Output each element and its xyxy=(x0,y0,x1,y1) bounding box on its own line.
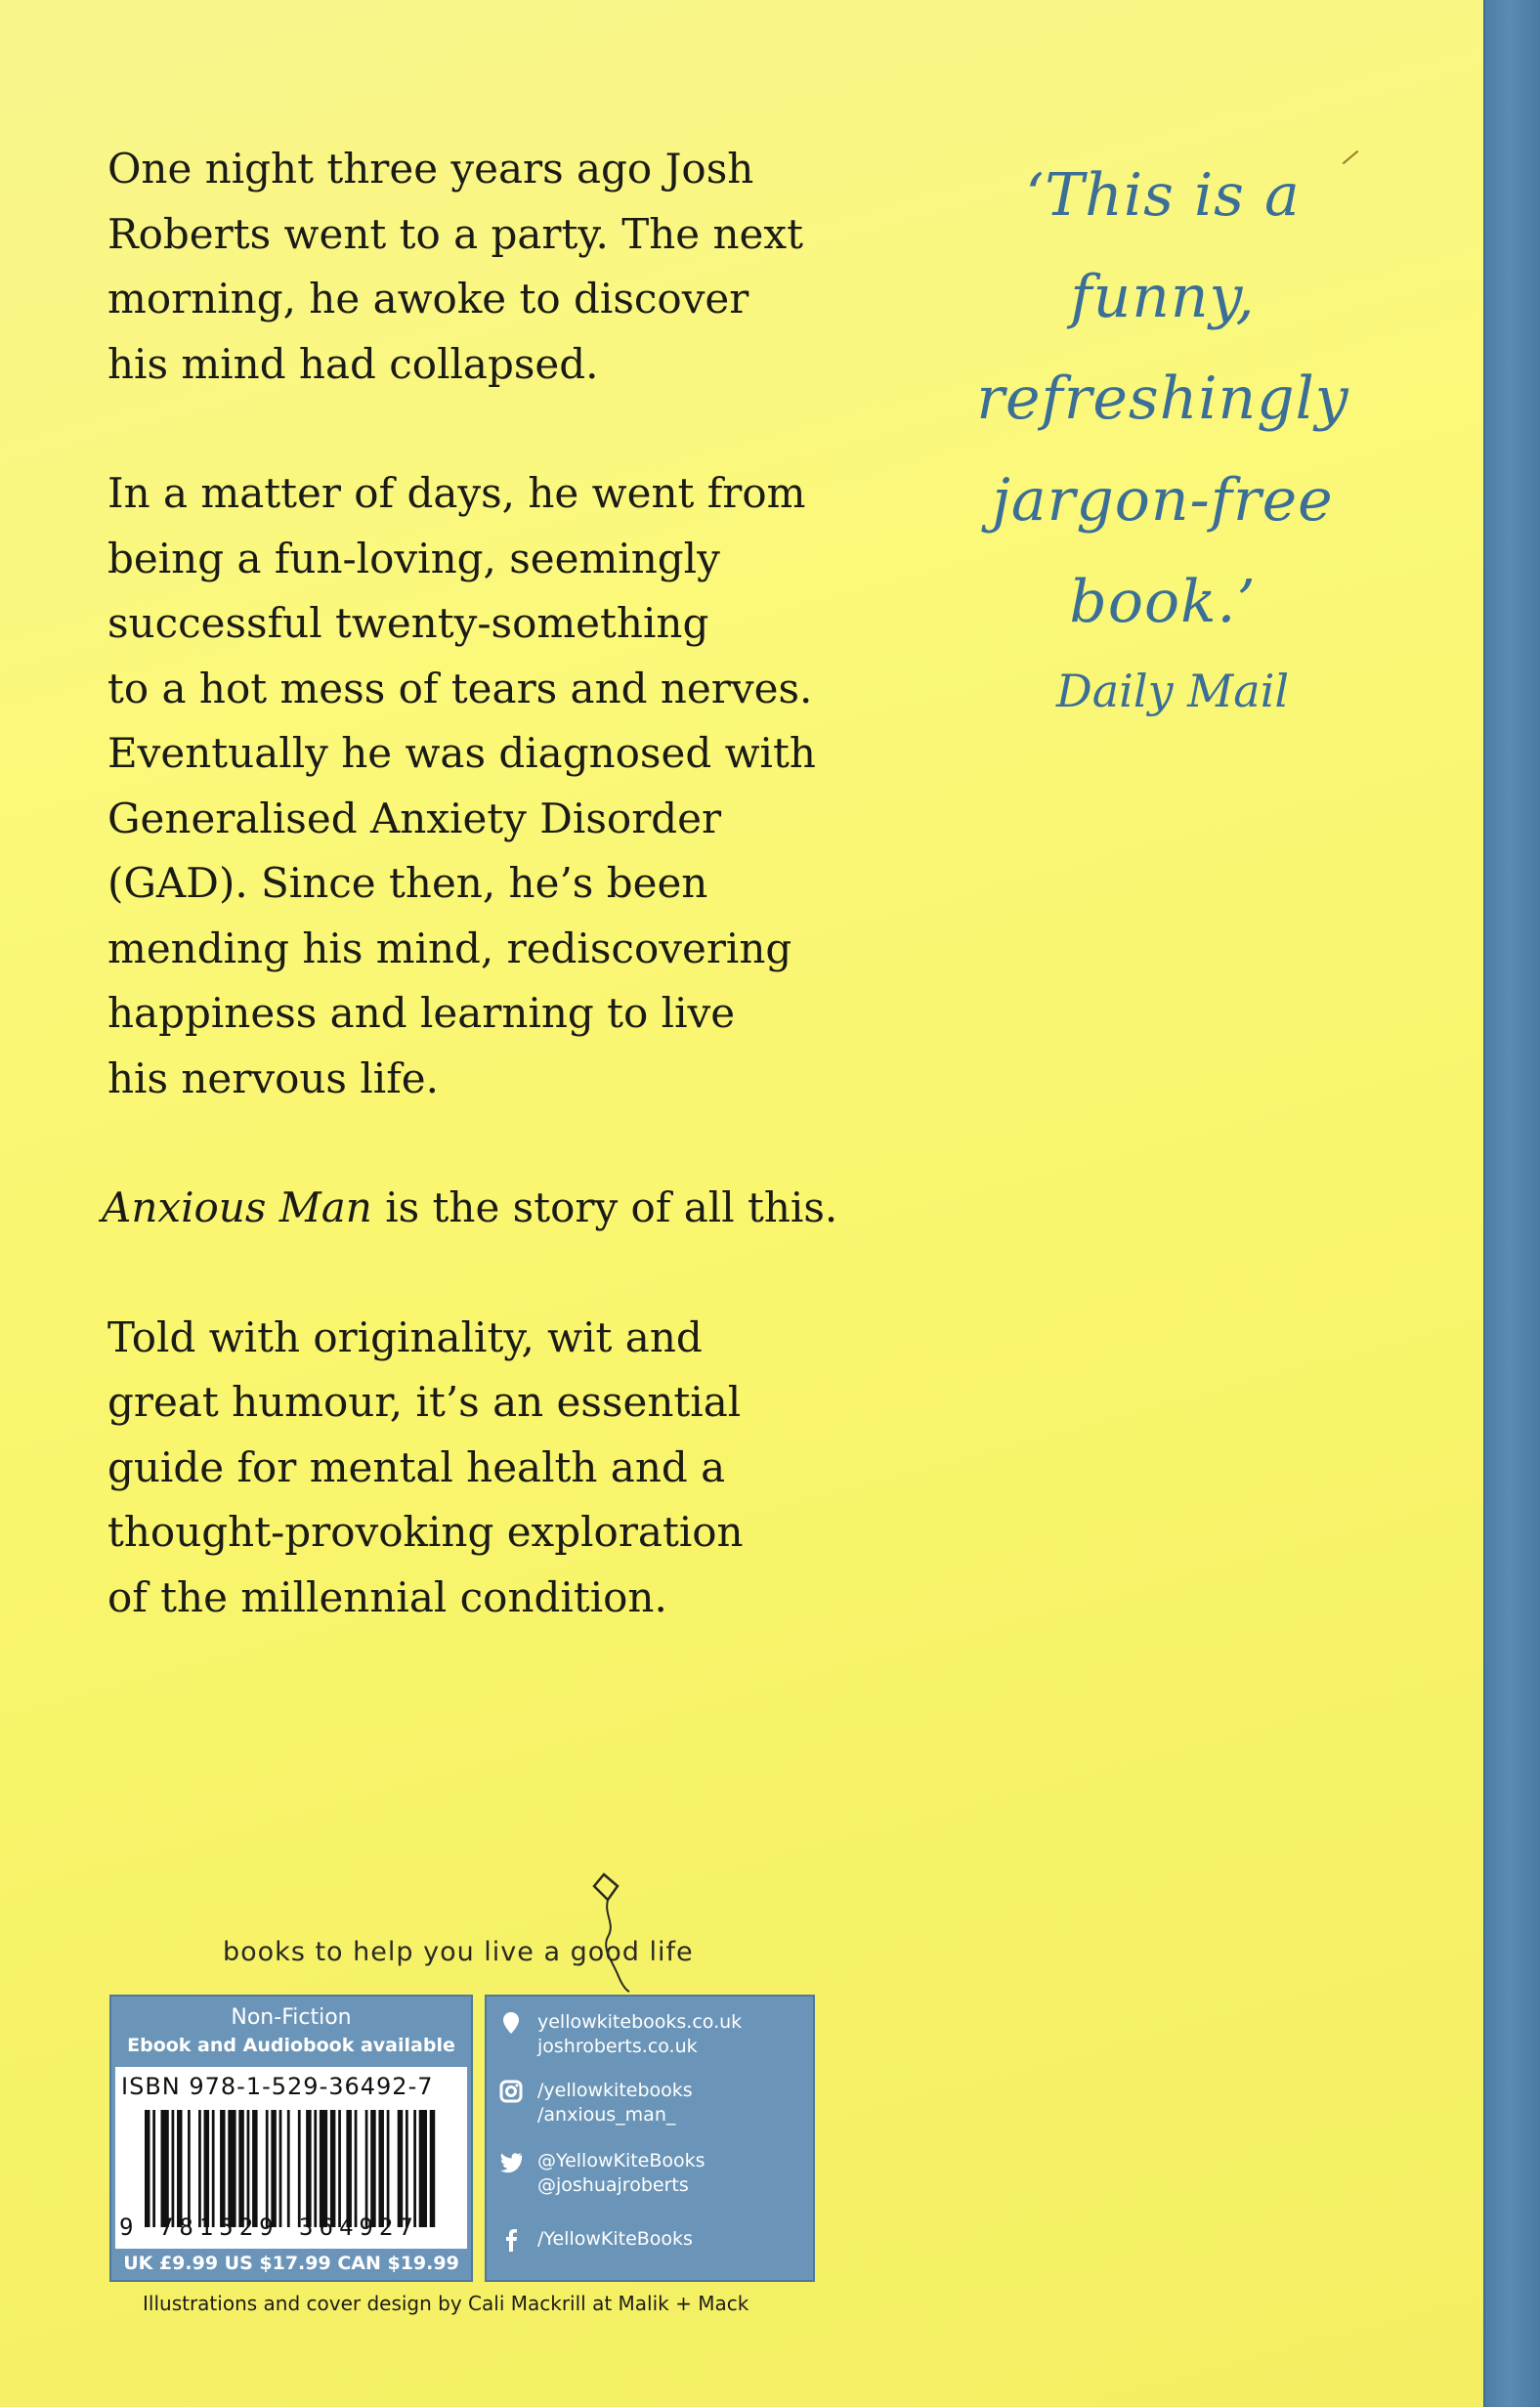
category-label: Non-Fiction xyxy=(231,2005,352,2030)
category-header xyxy=(111,1997,471,2065)
twitter-link-1[interactable]: @YellowKiteBooks xyxy=(537,2150,706,2171)
barcode-digits: 9 781529 364927 xyxy=(119,2214,419,2241)
barcode-icon xyxy=(145,2110,438,2227)
product-info-panel xyxy=(109,1995,473,2282)
review-quote xyxy=(909,145,1417,717)
price-line: UK £9.99 US $17.99 CAN $19.99 xyxy=(123,2253,459,2274)
spine-edge xyxy=(1483,0,1540,2407)
blurb-paragraph-4: Told with originality, wit and great humour, it’s an essential guide for mental health and a thought-provoking exploration of the millennial condition. xyxy=(107,1312,744,1621)
web-link-1[interactable]: yellowkitebooks.co.uk xyxy=(537,2011,743,2033)
web-links xyxy=(498,2010,807,2059)
instagram-link-2[interactable]: /anxious_man_ xyxy=(537,2104,676,2126)
kite-logo-icon xyxy=(547,1867,684,1994)
isbn-text: ISBN 978-1-529-36492-7 xyxy=(121,2073,434,2100)
formats-label: Ebook and Audiobook available xyxy=(127,2035,455,2056)
book-title-italic: Anxious Man xyxy=(102,1183,372,1231)
twitter-bird-icon xyxy=(498,2149,524,2174)
blurb-paragraph-1: One night three years ago Josh Roberts went to a party. The next morning, he awoke to discover his mind had collapsed. xyxy=(107,145,803,388)
location-pin-icon xyxy=(498,2010,524,2036)
twitter-link-2[interactable]: @joshuajroberts xyxy=(537,2174,689,2196)
instagram-link-1[interactable]: /yellowkitebooks xyxy=(537,2080,693,2101)
blurb-paragraph-3 xyxy=(102,1176,850,1241)
blurb-text xyxy=(102,137,850,1695)
facebook-icon xyxy=(498,2227,524,2253)
twitter-links xyxy=(498,2149,807,2198)
blurb-paragraph-3-rest: is the story of all this. xyxy=(371,1183,838,1231)
social-links-panel xyxy=(485,1995,815,2282)
publisher-tagline: books to help you live a good life xyxy=(223,1937,694,1967)
quote-text: ‘This is a funny, refreshingly jargon-free book.’ xyxy=(976,161,1349,636)
instagram-links xyxy=(498,2079,807,2128)
web-link-2[interactable]: joshroberts.co.uk xyxy=(537,2036,698,2057)
facebook-link-1[interactable]: /YellowKiteBooks xyxy=(537,2228,693,2250)
blurb-paragraph-2: In a matter of days, he went from being a fun-loving, seemingly successful twenty-something to a hot mess of tears and nerves. Eventually he was diagnosed with Generalised Anxiety Disorder (GAD). Since then, he’s been mending his mind, rediscovering happiness and learning to live his nervous life. xyxy=(107,469,816,1102)
instagram-icon xyxy=(498,2079,524,2104)
quote-source: Daily Mail xyxy=(1055,665,1290,717)
design-credit: Illustrations and cover design by Cali Mackrill at Malik + Mack xyxy=(143,2292,749,2315)
barcode-box xyxy=(115,2067,467,2249)
facebook-links xyxy=(498,2227,807,2253)
